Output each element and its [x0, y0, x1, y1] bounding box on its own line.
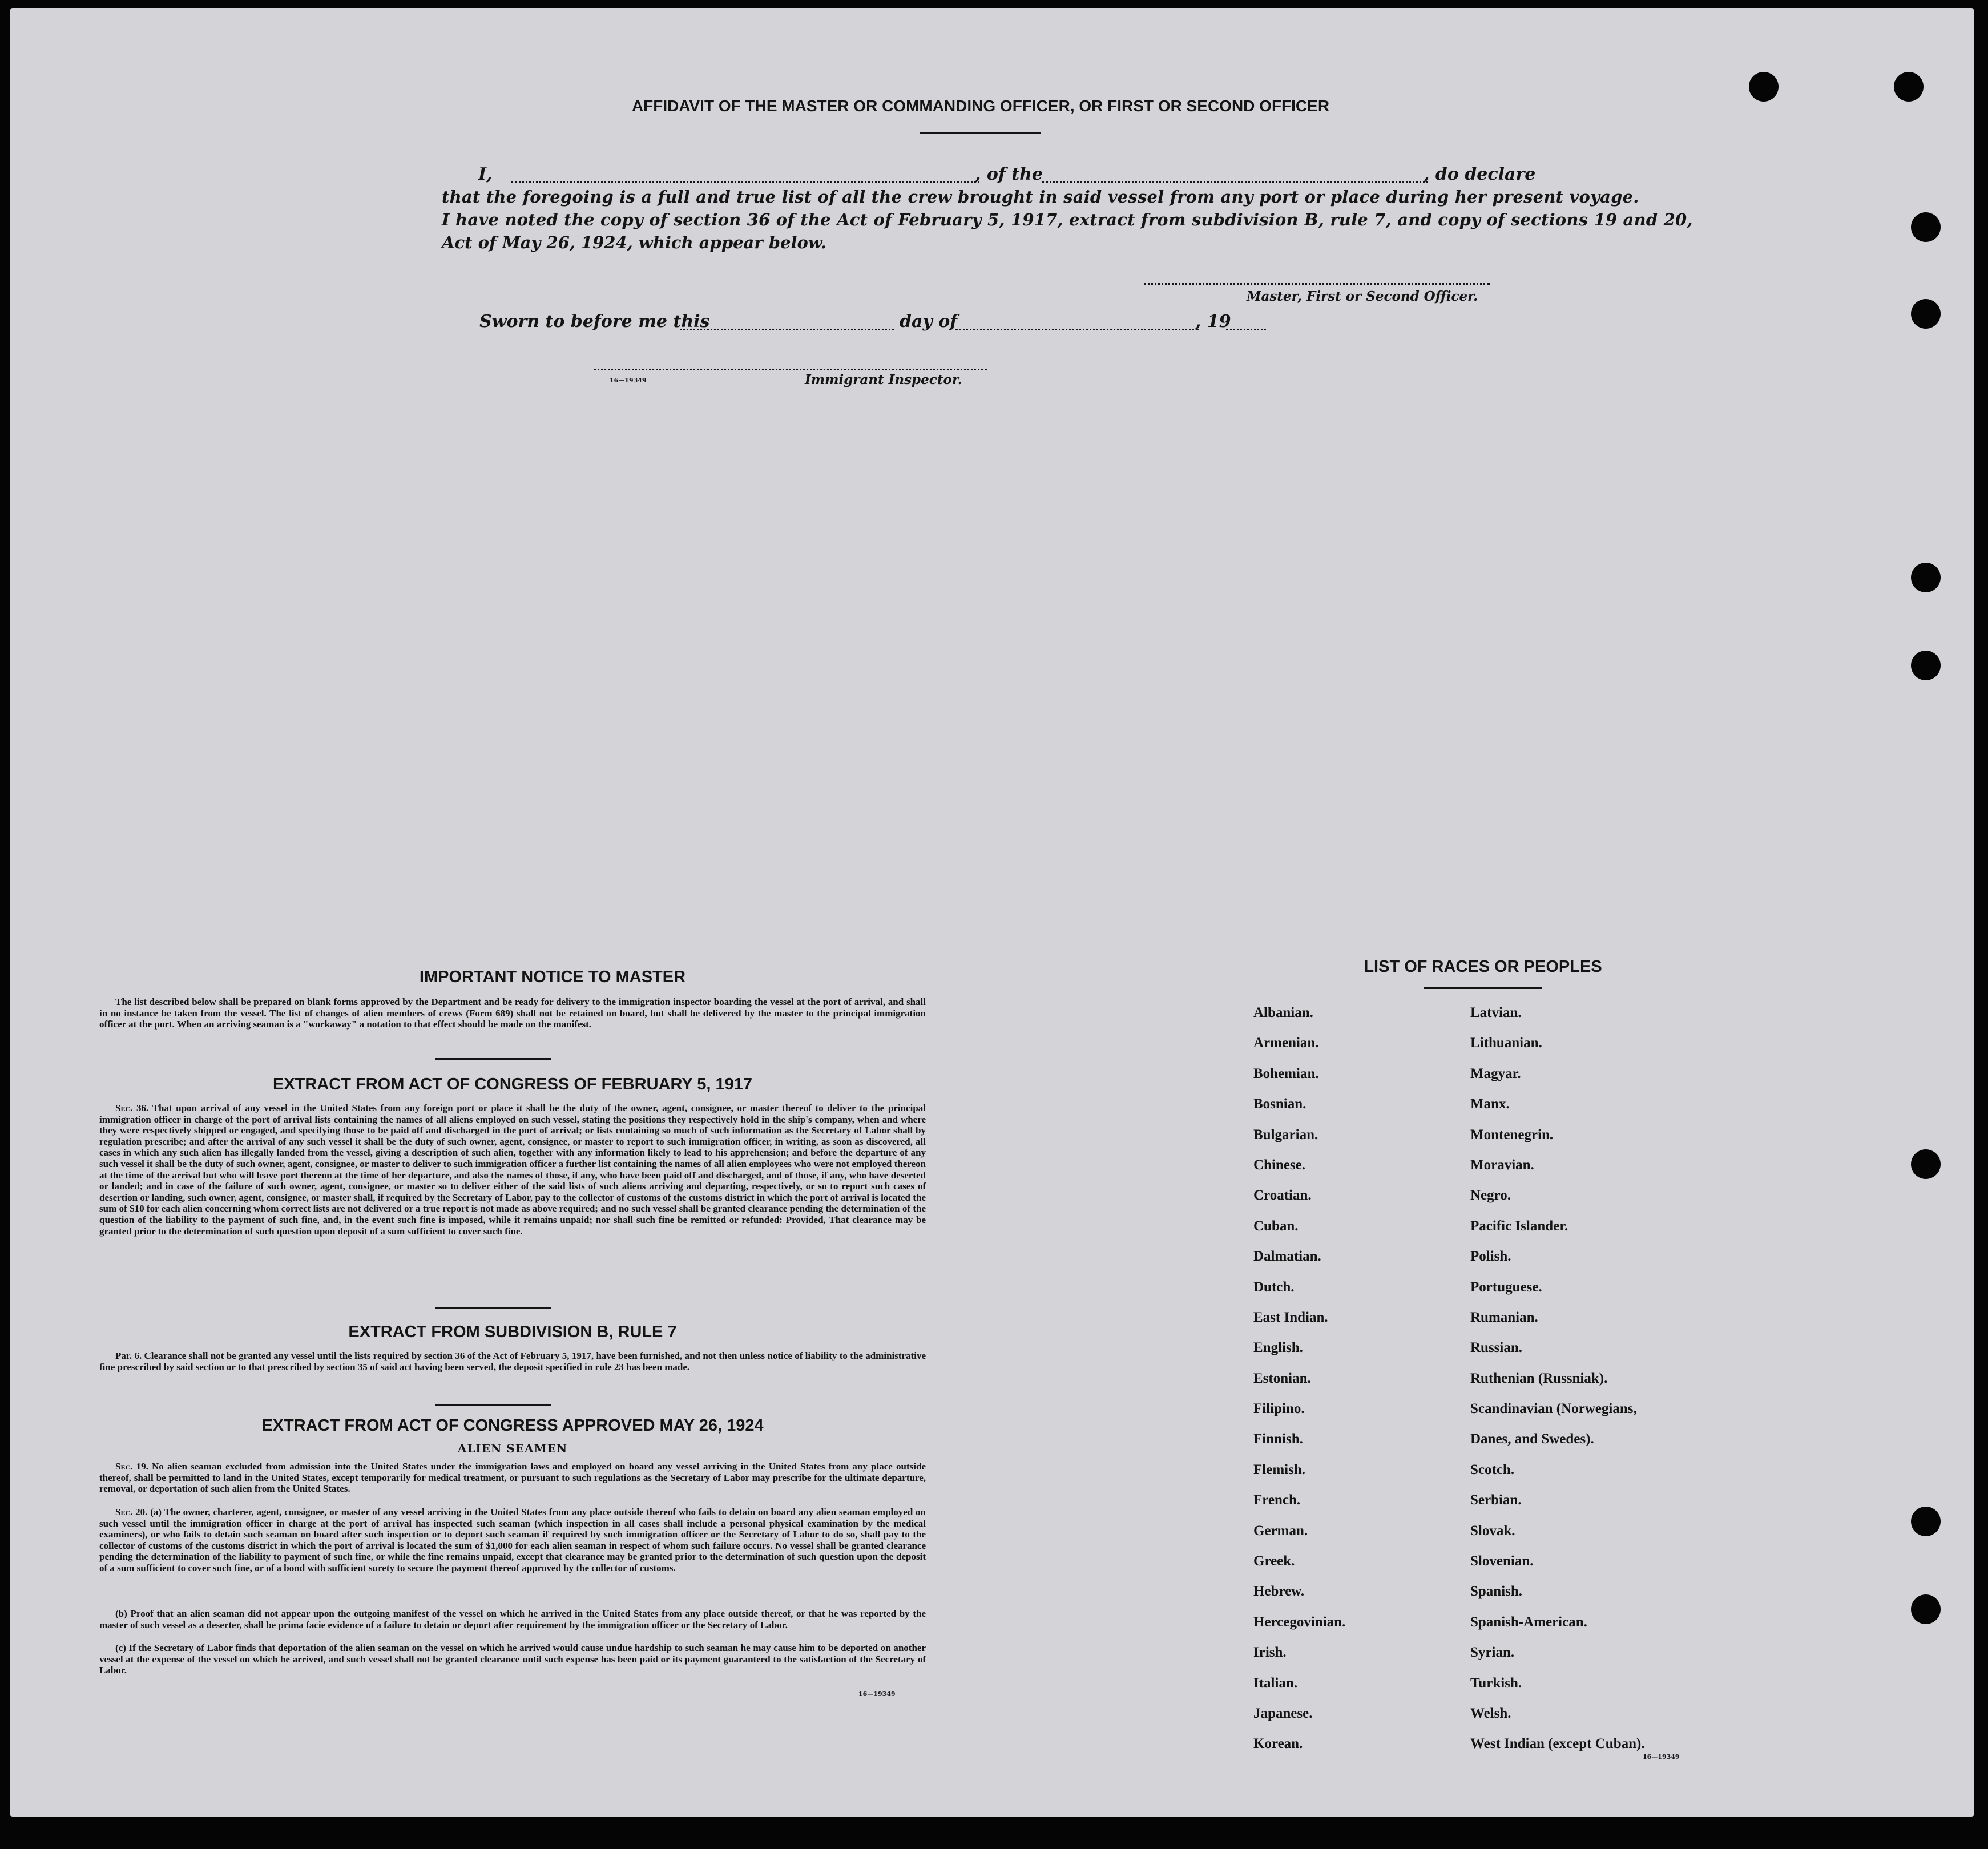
form-code: 16—19349: [1643, 1753, 1680, 1761]
race-item: Rumanian.: [1470, 1309, 1538, 1325]
race-item: Finnish.: [1253, 1431, 1303, 1447]
section-20a-text: (a) The owner, charterer, agent, consignee, or master of any vessel arriving in the United States from any place outside thereof who fails to detain on board any alien seaman employed on such vessel until the immigration officer in charge at the port of arrival has inspected such seaman (which inspection in all cases shall include a personal physical examination by the medical examiners), or who fails to detain such seaman on board after such inspection or to deport such seaman if required by such immigration officer or the Secretary of Labor to do so, shall pay to the collector of customs of the customs district in which the port of arrival is located the sum of $1,000 for each alien seaman in respect of whom such failure occurs. No vessel shall be granted clearance pending the determination of the liability to payment of such fine, or while the fine remains unpaid, except that clearance may be granted prior to the determination of such question upon the deposit of a sum sufficient to cover such fine, or of a bond with sufficient surety to secure the payment thereof approved by the collector of customs.: [99, 1507, 926, 1573]
master-signature-label: Master, First or Second Officer.: [1247, 289, 1478, 304]
race-item: Magyar.: [1470, 1065, 1521, 1081]
race-item: Bosnian.: [1253, 1096, 1306, 1112]
binder-hole: [1911, 563, 1941, 592]
race-item: Filipino.: [1253, 1401, 1305, 1417]
race-item: Greek.: [1253, 1553, 1295, 1569]
race-item: East Indian.: [1253, 1309, 1328, 1325]
binder-hole: [1911, 299, 1941, 329]
declaration-of-the: , of the: [975, 164, 1043, 184]
extract-1917-title: EXTRACT FROM ACT OF CONGRESS OF FEBRUARY 5, 1917: [272, 1075, 753, 1093]
race-item: Bohemian.: [1253, 1065, 1319, 1081]
binder-hole: [1749, 72, 1779, 102]
race-item: Portuguese.: [1470, 1279, 1542, 1295]
section-label: Sec. 20.: [115, 1507, 148, 1517]
race-item: Ruthenian (Russniak).: [1470, 1370, 1608, 1386]
race-item: Slovak.: [1470, 1523, 1515, 1539]
race-item: Estonian.: [1253, 1370, 1311, 1386]
race-item: French.: [1253, 1492, 1301, 1508]
section-19-body: [99, 1461, 926, 1495]
race-item: Negro.: [1470, 1188, 1511, 1204]
section-20a-body: [99, 1507, 926, 1574]
extract-1924-title: EXTRACT FROM ACT OF CONGRESS APPROVED MAY 26, 1924: [261, 1416, 764, 1435]
section-20c-body: (c) If the Secretary of Labor finds that deportation of the alien seaman on the vessel on which he arrived would cause undue hardship to such seaman he may cause him to be deported on another vessel at the expense of the vessel on which he arrived, and such vessel shall not be granted clearance until such expense has been paid or its payment guaranteed to the satisfaction of the Secretary of Labor.: [99, 1642, 926, 1676]
race-item: Spanish-American.: [1470, 1614, 1587, 1630]
race-item: English.: [1253, 1340, 1303, 1356]
binder-hole: [1911, 212, 1941, 242]
form-code: 16—19349: [610, 377, 647, 384]
declaration-declare: , do declare: [1424, 164, 1536, 184]
race-item: Japanese.: [1253, 1705, 1313, 1721]
sworn-day-of: day of: [900, 312, 958, 332]
race-item: Polish.: [1470, 1249, 1511, 1265]
master-signature-line: [1144, 283, 1490, 285]
race-item: Lithuanian.: [1470, 1035, 1542, 1051]
races-left-column: [1253, 1004, 1345, 1766]
inspector-label: Immigrant Inspector.: [805, 372, 962, 387]
race-item: Scotch.: [1470, 1462, 1515, 1477]
races-right-column: [1470, 1004, 1645, 1766]
race-item: Spanish.: [1470, 1584, 1523, 1600]
form-code: 16—19349: [858, 1690, 896, 1698]
race-item: Russian.: [1470, 1340, 1523, 1356]
race-item: Chinese.: [1253, 1157, 1305, 1173]
declaration-line-3: I have noted the copy of section 36 of the Act of February 5, 1917, extract from subdivision B, rule 7, and copy of sections 19 and 20,: [442, 210, 1693, 229]
extract-rule7-body: Par. 6. Clearance shall not be granted any vessel until the lists required by section 36 of the Act of February 5, 1917, have been furnished, and not then unless notice of liability to the administrative fine prescribed by said section or to that prescribed by section 35 of said act having been served, the deposit specified in rule 23 has been made.: [99, 1350, 926, 1372]
name-blank: [511, 181, 979, 183]
declaration-line-2: that the foregoing is a full and true list of all the crew brought in said vessel from any port or place during her present voyage.: [442, 187, 1639, 207]
declaration-i: I,: [478, 164, 493, 184]
race-item: Welsh.: [1470, 1705, 1511, 1721]
race-item: Pacific Islander.: [1470, 1218, 1568, 1234]
sworn-prefix: Sworn to before me this: [479, 312, 710, 332]
binder-hole: [1911, 1149, 1941, 1179]
race-item: Dalmatian.: [1253, 1249, 1321, 1265]
divider: [435, 1404, 551, 1406]
races-title: LIST OF RACES OR PEOPLES: [1364, 958, 1602, 976]
binder-hole: [1894, 72, 1924, 102]
extract-1924-subtitle: ALIEN SEAMEN: [457, 1442, 568, 1455]
inspector-signature-line: [594, 369, 987, 370]
divider: [1424, 987, 1542, 989]
race-item: Montenegrin.: [1470, 1127, 1554, 1142]
notice-body: The list described below shall be prepared on blank forms approved by the Department and be ready for delivery to the immigration inspector boarding the vessel at the port of arrival, and shall in no instance be taken from the vessel. The list of changes of alien members of crews (Form 689) shall not be retained on board, but shall be delivered by the master to the principal immigration officer at the port. When an arriving seaman is a "workaway" a notation to that effect should be made on the manifest.: [99, 996, 926, 1030]
race-item: Manx.: [1470, 1096, 1510, 1112]
race-item: Dutch.: [1253, 1279, 1295, 1295]
divider: [435, 1307, 551, 1309]
race-item: Turkish.: [1470, 1675, 1522, 1691]
section-label: Sec. 36.: [115, 1103, 149, 1113]
race-item: Irish.: [1253, 1645, 1287, 1661]
notice-title: IMPORTANT NOTICE TO MASTER: [419, 968, 686, 986]
race-item: Italian.: [1253, 1675, 1298, 1691]
race-item: Serbian.: [1470, 1492, 1522, 1508]
race-item: Hercegovinian.: [1253, 1614, 1346, 1630]
race-item: West Indian (except Cuban).: [1470, 1736, 1645, 1752]
race-item: Hebrew.: [1253, 1584, 1305, 1600]
section-20b-body: (b) Proof that an alien seaman did not appear upon the outgoing manifest of the vessel on which he arrived in the United States from any place outside thereof, or that he was reported by the master of such vessel as a deserter, shall be prima facie evidence of a failure to detain or deport after requirement by the immigration officer or the Secretary of Labor.: [99, 1608, 926, 1630]
race-item: Moravian.: [1470, 1157, 1534, 1173]
divider: [920, 132, 1041, 134]
extract-rule7-title: EXTRACT FROM SUBDIVISION B, RULE 7: [348, 1323, 677, 1341]
binder-hole: [1911, 1594, 1941, 1624]
race-item: Latvian.: [1470, 1005, 1522, 1020]
binder-hole: [1911, 1507, 1941, 1536]
section-36-text: That upon arrival of any vessel in the United States from any foreign port or place it shall be the duty of the owner, agent, consignee, or master thereof to deliver to the principal immigration officer in charge of the port of arrival lists containing the names of all aliens employed on such vessel, stating the positions they respectively hold in the ship's company, when and where they were respectively shipped or engaged, and specifying those to be paid off and discharged in the port of arrival; or lists containing so much of such information as the Secretary of Labor shall by regulation prescribe; and after the arrival of any such vessel it shall be the duty of such owner, agent, consignee, or master to report to such immigration officer, in writing, as soon as discovered, all cases in which any such alien has illegally landed from the vessel, giving a description of such alien, together with any information likely to lead to his apprehension; and before the departure of any such vessel it shall be the duty of such owner, agent, consignee, or master to deliver to such immigration officer a further list containing the names of all alien employees who were not employed thereon at the time of the arrival but who will leave port thereon at the time of her departure, and also the names of those, if any, who have been paid off and discharged, and of those, if any, who have deserted or landed; and in case of the failure of such owner, agent, consignee, or master so to deliver either of the said lists of such aliens arriving and departing, respectively, or so to report such cases of desertion or landing, such owner, agent, consignee, or master shall, if required by the Secretary of Labor, pay to the collector of customs of the customs district in which the port of arrival is located the sum of $10 for each alien concerning whom correct lists are not delivered or a true report is not made as above required; and no such vessel shall be granted clearance pending the determination of the question of the liability to the payment of such fine, and, in the event such fine is imposed, while it remains unpaid; nor shall such fine be remitted or refunded: Provided, That clearance may be granted prior to the determination of such question upon deposit of a sum sufficient to cover such fine.: [99, 1103, 926, 1237]
race-item: Danes, and Swedes).: [1470, 1431, 1594, 1447]
sworn-month-blank: [955, 329, 1199, 330]
declaration-line-4: Act of May 26, 1924, which appear below.: [442, 233, 826, 252]
race-item: German.: [1253, 1523, 1308, 1539]
race-item: Slovenian.: [1470, 1553, 1534, 1569]
race-item: Albanian.: [1253, 1005, 1313, 1020]
race-item: Armenian.: [1253, 1035, 1319, 1051]
section-label: Sec. 19.: [115, 1461, 148, 1472]
race-item: Scandinavian (Norwegians,: [1470, 1401, 1637, 1417]
vessel-blank: [1042, 181, 1428, 183]
divider: [435, 1058, 551, 1060]
sworn-year: , 19: [1195, 312, 1231, 332]
race-item: Croatian.: [1253, 1188, 1312, 1204]
race-item: Cuban.: [1253, 1218, 1299, 1234]
extract-1917-body: [99, 1103, 926, 1237]
affidavit-title: AFFIDAVIT OF THE MASTER OR COMMANDING OFFICER, OR FIRST OR SECOND OFFICER: [631, 97, 1330, 115]
race-item: Syrian.: [1470, 1645, 1515, 1661]
binder-hole: [1911, 651, 1941, 680]
race-item: Bulgarian.: [1253, 1127, 1318, 1142]
race-item: Korean.: [1253, 1736, 1303, 1752]
form-sheet: [10, 8, 1974, 1817]
sworn-day-blank: [680, 329, 894, 330]
race-item: Flemish.: [1253, 1462, 1305, 1477]
sworn-year-blank: [1226, 329, 1266, 330]
section-19-text: No alien seaman excluded from admission into the United States under the immigration laws and employed on board any vessel arriving in the United States from any place outside thereof, shall be permitted to land in the United States, except temporarily for medical treatment, or pursuant to such regulations as the Secretary of Labor may prescribe for the ultimate departure, removal, or deportation of such alien from the United States.: [99, 1461, 926, 1495]
